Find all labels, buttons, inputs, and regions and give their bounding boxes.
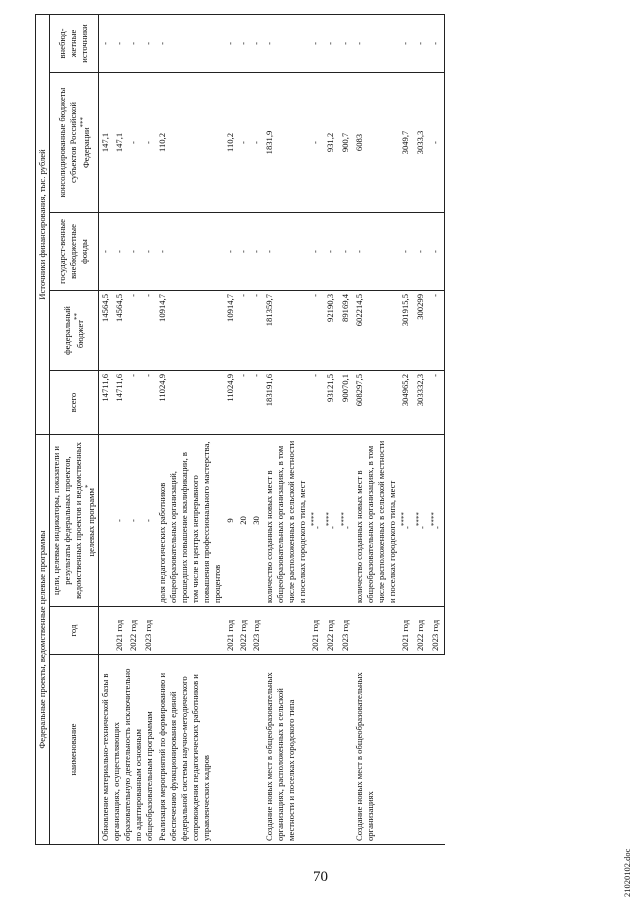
regional-cell: 3033,3 xyxy=(414,73,429,213)
offbudget-cell: - xyxy=(309,14,324,72)
state-funds-cell: - xyxy=(237,213,250,291)
table-row xyxy=(98,14,113,844)
year-cell: 2023 год xyxy=(250,607,263,655)
total-cell: 608297,5 xyxy=(353,371,399,435)
offbudget-cell: - xyxy=(237,14,250,72)
regional-cell: 110,2 xyxy=(224,73,237,213)
state-funds-cell: - xyxy=(142,213,156,291)
regional-cell: 110,2 xyxy=(156,73,224,213)
offbudget-cell: - xyxy=(414,14,429,72)
total-cell: 11024,9 xyxy=(156,371,224,435)
indicator-value: - xyxy=(127,435,141,607)
federal-cell: 14564,5 xyxy=(113,291,127,371)
total-cell: 303332,3 xyxy=(414,371,429,435)
state-funds-cell: - xyxy=(250,213,263,291)
federal-cell: - xyxy=(309,291,324,371)
page-number: 70 xyxy=(313,869,328,885)
total-cell: 11024,9 xyxy=(224,371,237,435)
total-cell: 14711,6 xyxy=(113,371,127,435)
state-funds-cell: - xyxy=(224,213,237,291)
header-indicator: цели, целевые индикаторы, показатели и результаты федеральных проектов, ведомственных проектов и ведомственных целевых программ* xyxy=(50,435,99,607)
table-row xyxy=(353,14,399,844)
offbudget-cell: - xyxy=(156,14,224,72)
header-name: наименование xyxy=(50,655,99,845)
indicator-value: -**** xyxy=(339,435,354,607)
state-funds-cell: - xyxy=(399,213,414,291)
financing-table xyxy=(35,14,445,845)
federal-cell: 181359,7 xyxy=(263,291,309,371)
header-federal: федеральный бюджет** xyxy=(50,291,99,371)
header-group-projects: Федеральные проекты, ведомственные целевые программы xyxy=(36,435,50,845)
offbudget-cell: - xyxy=(113,14,127,72)
year-cell: 2021 год xyxy=(309,607,324,655)
total-cell: - xyxy=(309,371,324,435)
year-cell xyxy=(98,607,113,655)
year-cell xyxy=(353,607,399,655)
regional-cell: 1831,9 xyxy=(263,73,309,213)
year-cell: 2022 год xyxy=(324,607,339,655)
indicator-value: 9 xyxy=(224,435,237,607)
offbudget-cell: - xyxy=(429,14,444,72)
indicator-value: -**** xyxy=(309,435,324,607)
regional-cell: - xyxy=(309,73,324,213)
total-cell: - xyxy=(250,371,263,435)
federal-cell: - xyxy=(237,291,250,371)
year-cell: 2022 год xyxy=(414,607,429,655)
regional-cell: - xyxy=(142,73,156,213)
project-name: Обновление материально-технической базы в организациях, осуществляющих образовательную деятельность исключительно по адаптированным основным общеобразовательным программам xyxy=(98,655,156,845)
footer-filename: 21020102.doc xyxy=(622,848,632,897)
state-funds-cell: - xyxy=(127,213,141,291)
federal-cell: - xyxy=(429,291,444,371)
regional-cell: 931,2 xyxy=(324,73,339,213)
header-total: всего xyxy=(50,371,99,435)
header-state-funds: государст-венные внебюджетные фонды xyxy=(50,213,99,291)
state-funds-cell: - xyxy=(263,213,309,291)
total-cell: 93121,5 xyxy=(324,371,339,435)
regional-cell: 147,1 xyxy=(113,73,127,213)
table-body xyxy=(98,14,444,844)
federal-cell: 301915,5 xyxy=(399,291,414,371)
indicator-value: - xyxy=(142,435,156,607)
year-cell: 2022 год xyxy=(127,607,141,655)
year-cell: 2023 год xyxy=(142,607,156,655)
federal-cell: 14564,5 xyxy=(98,291,113,371)
indicator-value: -**** xyxy=(414,435,429,607)
regional-cell: - xyxy=(127,73,141,213)
regional-cell: 6083 xyxy=(353,73,399,213)
year-cell xyxy=(156,607,224,655)
federal-cell: 89169,4 xyxy=(339,291,354,371)
header-regional: консолидированные бюджеты субъектов Российской Федерации*** xyxy=(50,73,99,213)
state-funds-cell: - xyxy=(156,213,224,291)
federal-cell: 92190,3 xyxy=(324,291,339,371)
total-cell: 14711,6 xyxy=(98,371,113,435)
project-name: Создание новых мест в общеобразовательных организациях, расположенных в сельской местности и поселках городского типа xyxy=(263,655,354,845)
project-name: Создание новых мест в общеобразовательных организациях xyxy=(353,655,444,845)
federal-cell: - xyxy=(127,291,141,371)
state-funds-cell: - xyxy=(98,213,113,291)
header-group-financing: Источники финансирования, тыс. рублей xyxy=(36,14,50,434)
year-cell xyxy=(263,607,309,655)
regional-cell: 3049,7 xyxy=(399,73,414,213)
table-header xyxy=(36,14,99,844)
total-cell: - xyxy=(429,371,444,435)
total-cell: 90070,1 xyxy=(339,371,354,435)
total-cell: 183191,6 xyxy=(263,371,309,435)
state-funds-cell: - xyxy=(414,213,429,291)
year-cell: 2021 год xyxy=(399,607,414,655)
federal-cell: 602214,5 xyxy=(353,291,399,371)
year-cell: 2021 год xyxy=(224,607,237,655)
indicator-cell: количество созданных новых мест в общеобразовательных организациях, в том числе расположенных в сельской местности и поселках городского типа, мест xyxy=(353,435,399,607)
total-cell: - xyxy=(127,371,141,435)
offbudget-cell: - xyxy=(142,14,156,72)
state-funds-cell: - xyxy=(113,213,127,291)
indicator-value: -**** xyxy=(324,435,339,607)
regional-cell: - xyxy=(237,73,250,213)
total-cell: - xyxy=(142,371,156,435)
offbudget-cell: - xyxy=(263,14,309,72)
project-name: Реализация мероприятий по формированию и обеспечению функционирования единой федеральной системы научно-методического сопровождения педагогических работников и управленческих кадров xyxy=(156,655,263,845)
federal-cell: - xyxy=(250,291,263,371)
federal-cell: 300299 xyxy=(414,291,429,371)
indicator-value: 30 xyxy=(250,435,263,607)
indicator-cell: доля педагогических работников общеобразовательных организаций, прошедших повышение квалификации, в том числе в центрах непрерывного повышения профессионального мастерства, процентов xyxy=(156,435,224,607)
state-funds-cell: - xyxy=(429,213,444,291)
regional-cell: 900,7 xyxy=(339,73,354,213)
federal-cell: - xyxy=(142,291,156,371)
state-funds-cell: - xyxy=(339,213,354,291)
regional-cell: - xyxy=(250,73,263,213)
header-year: год xyxy=(50,607,99,655)
offbudget-cell: - xyxy=(98,14,113,72)
state-funds-cell: - xyxy=(309,213,324,291)
year-cell: 2021 год xyxy=(113,607,127,655)
total-cell: - xyxy=(237,371,250,435)
table-row xyxy=(156,14,224,844)
indicator-value: 20 xyxy=(237,435,250,607)
regional-cell: - xyxy=(429,73,444,213)
indicator-value: -**** xyxy=(399,435,414,607)
regional-cell: 147,1 xyxy=(98,73,113,213)
year-cell: 2022 год xyxy=(237,607,250,655)
offbudget-cell: - xyxy=(127,14,141,72)
offbudget-cell: - xyxy=(224,14,237,72)
state-funds-cell: - xyxy=(324,213,339,291)
indicator-value: - xyxy=(113,435,127,607)
offbudget-cell: - xyxy=(324,14,339,72)
indicator-value: -**** xyxy=(429,435,444,607)
header-offbudget: внебюд-жетные источники xyxy=(50,14,99,72)
offbudget-cell: - xyxy=(250,14,263,72)
federal-cell: 10914,7 xyxy=(224,291,237,371)
year-cell: 2023 год xyxy=(339,607,354,655)
federal-cell: 10914,7 xyxy=(156,291,224,371)
state-funds-cell: - xyxy=(353,213,399,291)
offbudget-cell: - xyxy=(353,14,399,72)
total-cell: 304965,2 xyxy=(399,371,414,435)
offbudget-cell: - xyxy=(399,14,414,72)
table-row xyxy=(263,14,309,844)
year-cell: 2023 год xyxy=(429,607,444,655)
indicator-cell xyxy=(98,435,113,607)
offbudget-cell: - xyxy=(339,14,354,72)
indicator-cell: количество созданных новых мест в общеобразовательных организациях, в том числе расположенных в сельской местности и поселках городского типа, мест xyxy=(263,435,309,607)
